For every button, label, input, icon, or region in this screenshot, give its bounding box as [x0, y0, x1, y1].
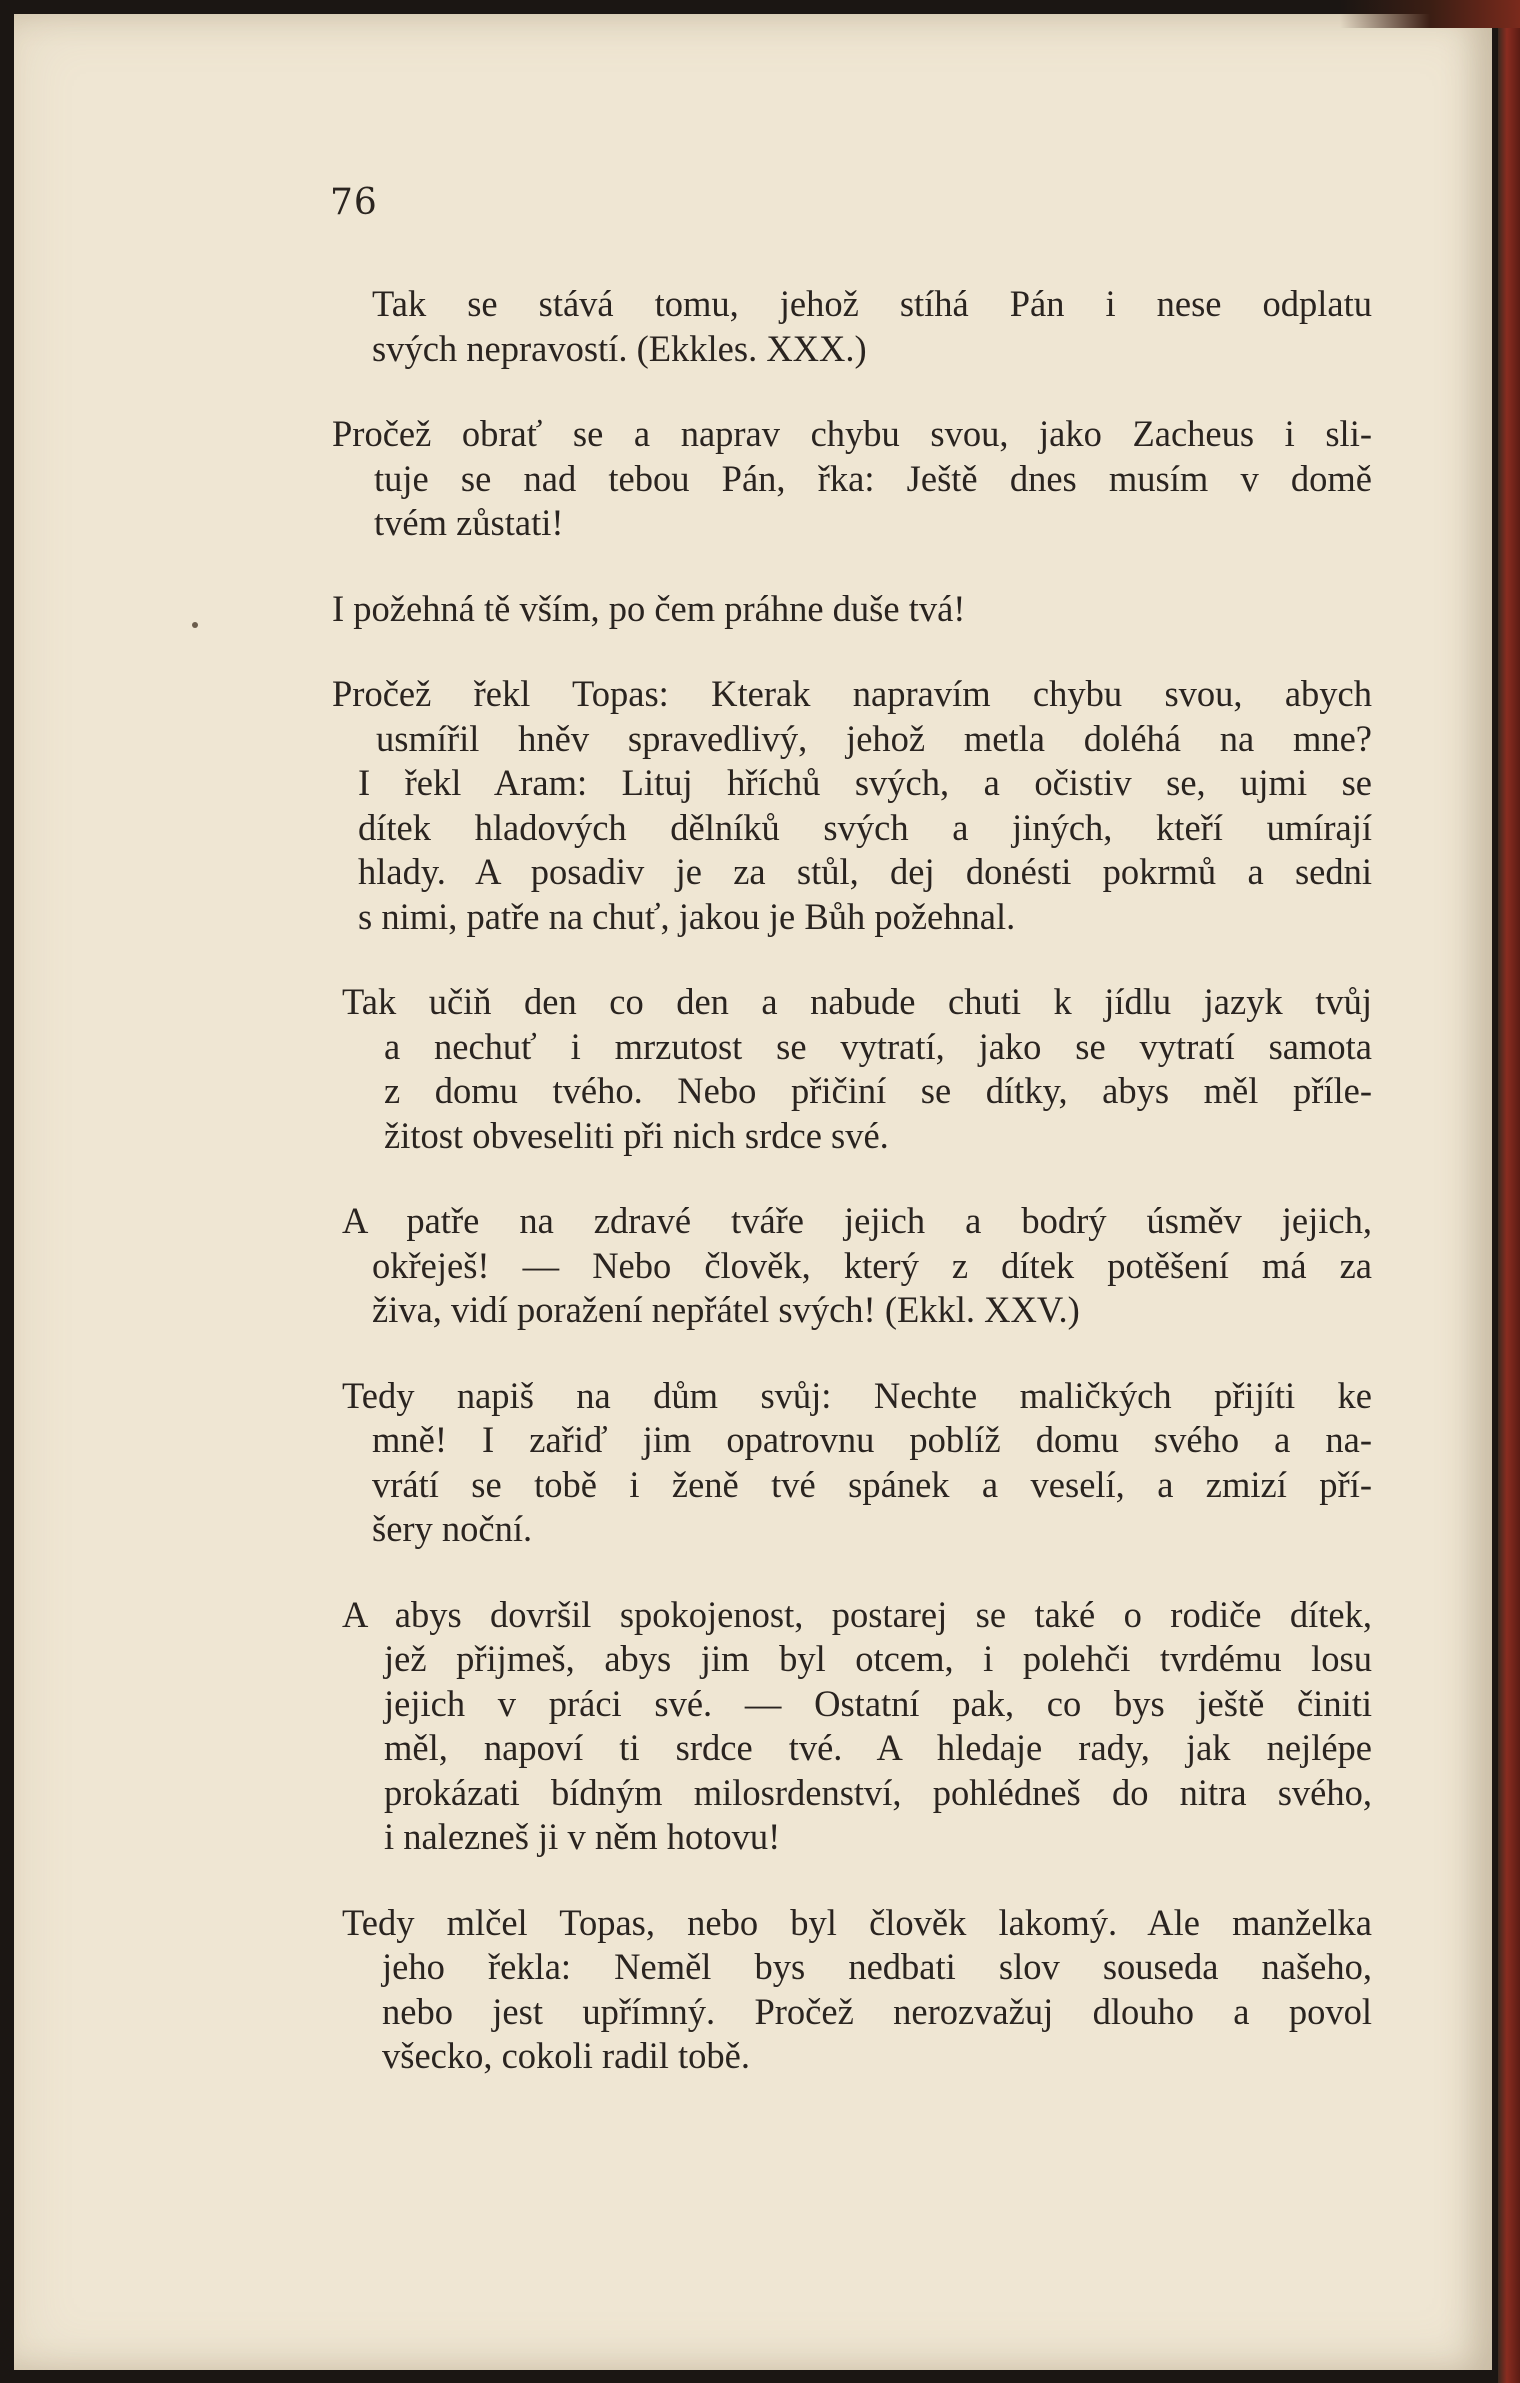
text-line: z domu tvého. Nebo přičiní se dítky, abys měl příle- — [384, 1070, 1372, 1111]
text-line: všecko, cokoli radil tobě. — [382, 2035, 750, 2076]
text-line: Tak učiň den co den a nabude chuti k jídlu jazyk tvůj — [342, 981, 1372, 1022]
text-line: prokázati bídným milosrdenství, pohlédneš do nitra svého, — [384, 1771, 1372, 1813]
text-line: svých nepravostí. (Ekkles. XXX.) — [372, 327, 867, 369]
text-line: a nechuť i mrzutost se vytratí, jako se vytratí samota — [384, 1025, 1372, 1067]
text-line: měl, napoví ti srdce tvé. A hledaje rady, jak nejlépe — [384, 1727, 1372, 1768]
text-line: jeho řekla: Neměl bys nedbati slov souseda našeho, — [382, 1946, 1372, 1987]
text-line: dítek hladových dělníků svých a jiných, kteří umírají — [358, 806, 1372, 848]
page-number: 76 — [330, 182, 378, 223]
text-line: živa, vidí poražení nepřátel svých! (Ekkl. XXV.) — [372, 1289, 1080, 1330]
paragraph-2 — [332, 412, 1372, 546]
text-line: s nimi, patře na chuť, jakou je Bůh požehnal. — [358, 895, 1016, 937]
paragraph-9 — [342, 1901, 1372, 2079]
text-line: jež přijmeš, abys jim byl otcem, i polehči tvrdému losu — [384, 1638, 1372, 1679]
text-line: hlady. A posadiv je za stůl, dej donésti pokrmů a sedni — [358, 851, 1372, 892]
text-line: A abys dovršil spokojenost, postarej se také o rodiče dítek, — [342, 1593, 1372, 1635]
text-line: Pročež řekl Topas: Kterak napravím chybu svou, abych — [332, 673, 1372, 714]
text-line: jejich v práci své. — Ostatní pak, co bys ještě činiti — [384, 1682, 1372, 1724]
text-line: nebo jest upřímný. Pročež nerozvažuj dlouho a povol — [382, 1990, 1372, 2032]
book-spine-top-edge — [1340, 0, 1520, 28]
page-text — [332, 282, 1372, 2120]
text-line: šery noční. — [372, 1508, 533, 1549]
text-line: Pročež obrať se a naprav chybu svou, jako Zacheus i sli- — [332, 413, 1372, 454]
text-line: Tedy napiš na dům svůj: Nechte maličkých přijíti ke — [342, 1374, 1372, 1416]
text-line: Tak se stává tomu, jehož stíhá Pán i nese odplatu — [372, 283, 1372, 324]
text-line: i nalezneš ji v něm hotovu! — [384, 1816, 781, 1857]
text-line: usmířil hněv spravedlivý, jehož metla doléhá na mne? — [376, 717, 1372, 759]
book-spine-edge — [1498, 0, 1520, 2383]
paragraph-5 — [342, 980, 1372, 1158]
text-line: vrátí se tobě i ženě tvé spánek a veselí, a zmizí pří- — [372, 1463, 1372, 1505]
text-line: A patře na zdravé tváře jejich a bodrý úsměv jejich, — [342, 1200, 1372, 1241]
paragraph-7 — [342, 1374, 1372, 1552]
text-line: I požehná tě vším, po čem práhne duše tvá! — [332, 587, 966, 629]
text-line: mně! I zařiď jim opatrovnu poblíž domu svého a na- — [372, 1419, 1372, 1460]
ink-speck — [192, 622, 198, 628]
text-line: tvém zůstati! — [374, 502, 564, 543]
text-line: okřeješ! — Nebo člověk, který z dítek potěšení má za — [372, 1244, 1372, 1286]
paragraph-1 — [372, 282, 1372, 371]
text-line: žitost obveseliti při nich srdce své. — [384, 1114, 889, 1156]
text-line: Tedy mlčel Topas, nebo byl člověk lakomý. Ale manželka — [342, 1901, 1372, 1943]
paragraph-4 — [332, 672, 1372, 939]
book-page — [14, 14, 1492, 2370]
text-line: I řekl Aram: Lituj hříchů svých, a očistiv se, ujmi se — [358, 762, 1372, 803]
text-line: tuje se nad tebou Pán, řka: Ještě dnes musím v domě — [374, 457, 1372, 499]
paragraph-6 — [342, 1199, 1372, 1333]
paragraph-3 — [332, 587, 1372, 632]
paragraph-8 — [342, 1593, 1372, 1860]
